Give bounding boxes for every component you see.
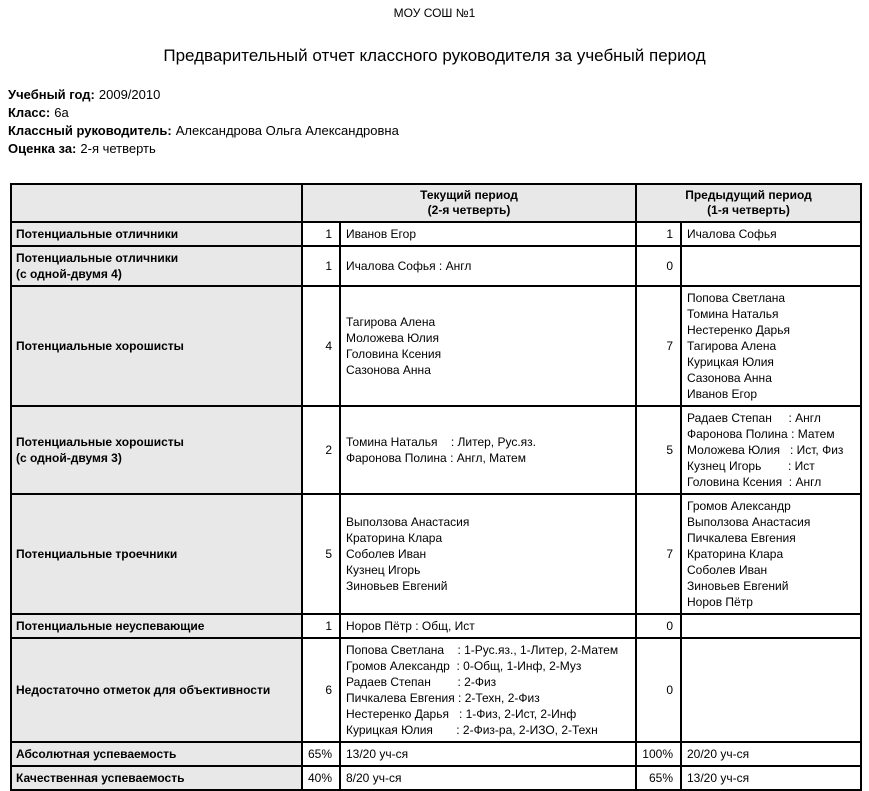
- current-names: [340, 222, 636, 246]
- meta-label: Классный руководитель:: [8, 123, 172, 138]
- name-line: 13/20 уч-ся: [346, 747, 409, 761]
- row-label-text: Потенциальные хорошисты: [16, 435, 184, 449]
- meta-line: [8, 122, 869, 140]
- previous-names: [681, 494, 861, 614]
- name-line: 13/20 уч-ся: [687, 771, 750, 785]
- previous-names: [681, 638, 861, 742]
- name-line: Радаев Степан : Англ: [687, 411, 821, 425]
- school-name: МОУ СОШ №1: [393, 6, 476, 20]
- previous-count: 100%: [636, 742, 681, 766]
- report-table: [10, 183, 862, 791]
- meta-value: Александрова Ольга Александровна: [175, 123, 399, 138]
- previous-count: 1: [636, 222, 681, 246]
- row-label: [11, 494, 302, 614]
- previous-count: 7: [636, 494, 681, 614]
- previous-count: 7: [636, 286, 681, 406]
- table-row: [11, 638, 861, 742]
- meta-line: [8, 104, 869, 122]
- name-line: Пичкалева Евгения: [687, 531, 796, 545]
- row-label: [11, 246, 302, 286]
- name-line: Пичкалева Евгения : 2-Техн, 2-Физ: [346, 691, 540, 705]
- current-names: [340, 638, 636, 742]
- name-line: Громов Александр : 0-Общ, 1-Инф, 2-Муз: [346, 659, 582, 673]
- name-line: Курицкая Юлия : 2-Физ-ра, 2-ИЗО, 2-Техн: [346, 723, 598, 737]
- meta-block: [8, 86, 869, 158]
- name-line: Выползова Анастасия: [687, 515, 811, 529]
- row-label-subtext: (с одной-двумя 4): [16, 267, 122, 281]
- table-row: [11, 246, 861, 286]
- table-row: [11, 286, 861, 406]
- name-line: Тагирова Алена: [346, 315, 436, 329]
- table-row: [11, 494, 861, 614]
- meta-value: 2009/2010: [98, 87, 161, 102]
- meta-label: Учебный год:: [8, 87, 95, 102]
- current-count: 1: [302, 614, 340, 638]
- current-count: 6: [302, 638, 340, 742]
- previous-names: [681, 286, 861, 406]
- previous-period-line1: Предыдущий период: [685, 188, 812, 202]
- row-label: [11, 766, 302, 790]
- name-line: Краторина Клара: [687, 547, 784, 561]
- name-line: 20/20 уч-ся: [687, 747, 750, 761]
- row-label-text: Потенциальные неуспевающие: [16, 619, 205, 633]
- name-line: Попова Светлана : 1-Рус.яз., 1-Литер, 2-Матем: [346, 643, 619, 657]
- meta-line: [8, 86, 869, 104]
- previous-names: [681, 766, 861, 790]
- current-names: [340, 494, 636, 614]
- name-line: Моложева Юлия : Ист, Физ: [687, 443, 844, 457]
- name-line: Ичалова Софья: [687, 227, 777, 241]
- name-line: Кузнец Игорь: [346, 563, 421, 577]
- row-label-text: Потенциальные хорошисты: [16, 339, 184, 353]
- name-line: Сазонова Анна: [687, 371, 772, 385]
- name-line: Тагирова Алена: [687, 339, 777, 353]
- table-row: [11, 222, 861, 246]
- previous-count: 0: [636, 246, 681, 286]
- previous-names: [681, 406, 861, 494]
- current-names: [340, 286, 636, 406]
- meta-label: Класс:: [8, 105, 51, 120]
- current-period-header: [302, 184, 636, 222]
- name-line: Сазонова Анна: [346, 363, 431, 377]
- name-line: Нестеренко Дарья: [687, 323, 790, 337]
- previous-count: 0: [636, 614, 681, 638]
- previous-count: 5: [636, 406, 681, 494]
- page-title: Предварительный отчет классного руководителя за учебный период: [163, 46, 706, 65]
- current-names: [340, 766, 636, 790]
- previous-names: [681, 222, 861, 246]
- current-period-line2: (2-я четверть): [427, 203, 511, 217]
- meta-line: [8, 140, 869, 158]
- name-line: Краторина Клара: [346, 531, 443, 545]
- row-label: [11, 222, 302, 246]
- row-label-text: Потенциальные отличники: [16, 227, 179, 241]
- name-line: Курицкая Юлия: [687, 355, 774, 369]
- previous-period-header: [636, 184, 861, 222]
- name-line: Соболев Иван: [346, 547, 427, 561]
- row-label: [11, 614, 302, 638]
- row-label-subtext: (с одной-двумя 3): [16, 451, 122, 465]
- name-line: Томина Наталья : Литер, Рус.яз.: [346, 435, 537, 449]
- name-line: Нестеренко Дарья : 1-Физ, 2-Ист, 2-Инф: [346, 707, 577, 721]
- name-line: Фаронова Полина : Матем: [687, 427, 835, 441]
- current-count: 4: [302, 286, 340, 406]
- previous-names: [681, 614, 861, 638]
- name-line: Головина Ксения : Англ: [687, 475, 822, 489]
- row-label: [11, 638, 302, 742]
- name-line: Соболев Иван: [687, 563, 768, 577]
- name-line: Зиновьев Евгений: [346, 579, 448, 593]
- previous-count: 0: [636, 638, 681, 742]
- current-period-line1: Текущий период: [420, 188, 518, 202]
- table-row: [11, 766, 861, 790]
- current-count: 65%: [302, 742, 340, 766]
- current-count: 2: [302, 406, 340, 494]
- current-count: 5: [302, 494, 340, 614]
- meta-value: 2-я четверть: [80, 141, 156, 156]
- previous-names: [681, 246, 861, 286]
- name-line: Моложева Юлия: [346, 331, 439, 345]
- previous-count: 65%: [636, 766, 681, 790]
- name-line: Выползова Анастасия: [346, 515, 470, 529]
- name-line: Ичалова Софья : Англ: [346, 259, 472, 273]
- previous-period-line2: (1-я четверть): [707, 203, 790, 217]
- table-row: [11, 406, 861, 494]
- name-line: Радаев Степан : 2-Физ: [346, 675, 497, 689]
- name-line: Томина Наталья: [687, 307, 779, 321]
- row-label: [11, 286, 302, 406]
- row-label-text: Недостаточно отметок для объективности: [16, 683, 271, 697]
- current-names: [340, 246, 636, 286]
- name-line: Иванов Егор: [346, 227, 417, 241]
- meta-label: Оценка за:: [8, 141, 77, 156]
- table-row: [11, 614, 861, 638]
- name-line: 8/20 уч-ся: [346, 771, 402, 785]
- name-line: Громов Александр: [687, 499, 791, 513]
- current-names: [340, 614, 636, 638]
- current-count: 1: [302, 246, 340, 286]
- table-header-row: [11, 184, 861, 222]
- name-line: Иванов Егор: [687, 387, 758, 401]
- meta-value: 6а: [54, 105, 69, 120]
- current-count: 1: [302, 222, 340, 246]
- row-label: [11, 406, 302, 494]
- row-label-text: Потенциальные троечники: [16, 547, 178, 561]
- current-names: [340, 406, 636, 494]
- name-line: Головина Ксения: [346, 347, 442, 361]
- row-label-text: Потенциальные отличники: [16, 251, 179, 265]
- name-line: Норов Пётр: [687, 595, 753, 609]
- corner-cell: [11, 184, 302, 222]
- name-line: Норов Пётр : Общ, Ист: [346, 619, 475, 633]
- name-line: Кузнец Игорь : Ист: [687, 459, 815, 473]
- current-count: 40%: [302, 766, 340, 790]
- name-line: Попова Светлана: [687, 291, 786, 305]
- name-line: Зиновьев Евгений: [687, 579, 789, 593]
- row-label-text: Качественная успеваемость: [16, 771, 185, 785]
- row-label-text: Абсолютная успеваемость: [16, 747, 177, 761]
- name-line: Фаронова Полина : Англ, Матем: [346, 451, 526, 465]
